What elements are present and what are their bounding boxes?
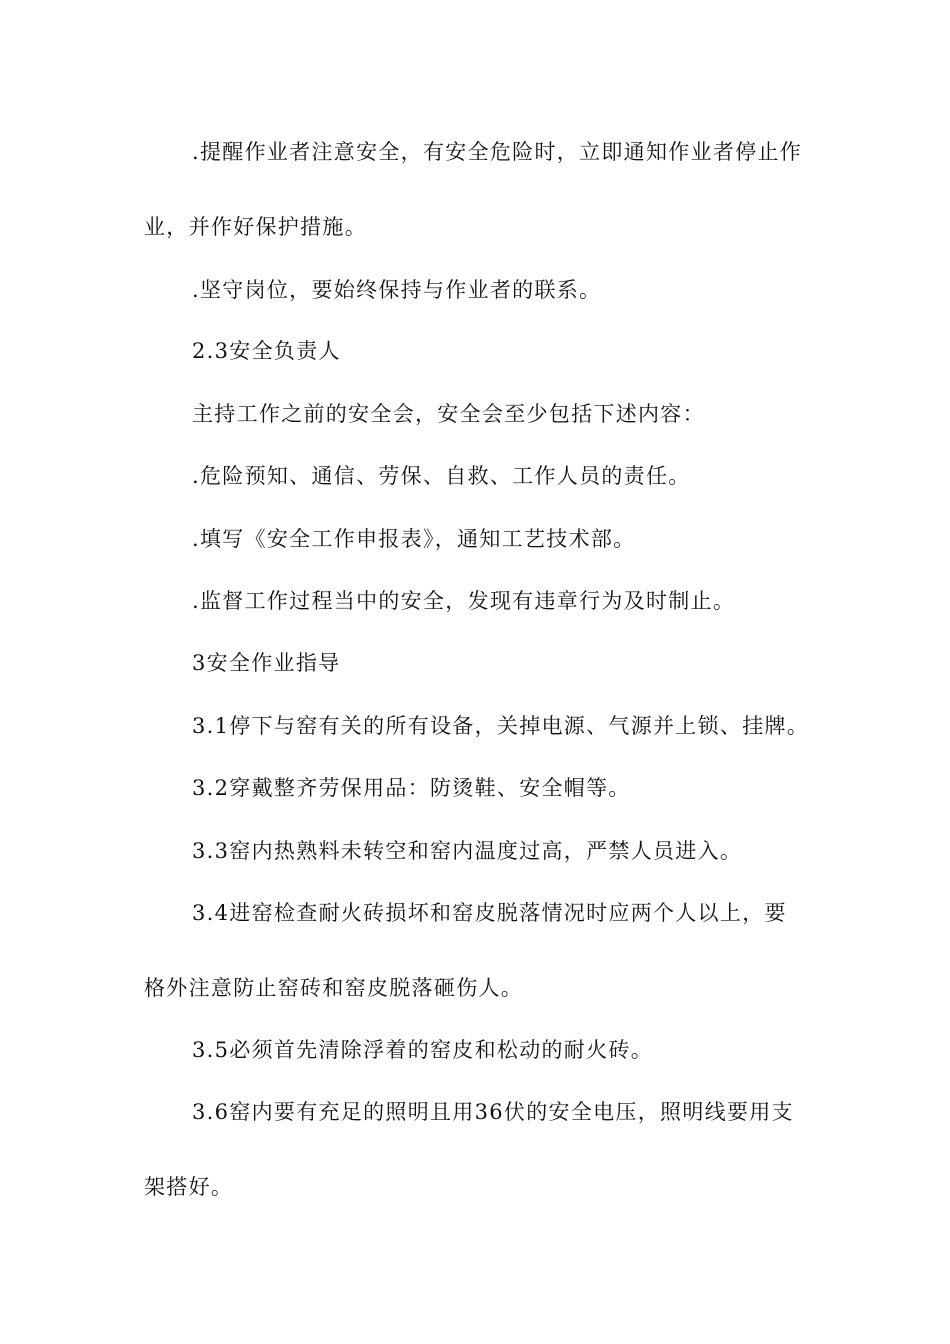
paragraph-line: 3.2穿戴整齐劳保用品：防烫鞋、安全帽等。 [192,776,631,800]
paragraph-line: .危险预知、通信、劳保、自救、工作人员的责任。 [192,464,691,488]
paragraph-line: 架搭好。 [144,1175,234,1199]
paragraph-line: 业，并作好保护措施。 [144,215,367,239]
paragraph-line: .坚守岗位，要始终保持与作业者的联系。 [192,278,602,302]
paragraph-line: 格外注意防止窑砖和窑皮脱落砸伤人。 [144,976,524,1000]
paragraph-line: 3.4进窑检查耐火砖损坏和窑皮脱落情况时应两个人以上，要 [192,901,787,925]
paragraph-line: 3.5必须首先清除浮着的窑皮和松动的耐火砖。 [192,1038,653,1062]
paragraph-line: .监督工作过程当中的安全，发现有违章行为及时制止。 [192,589,736,613]
paragraph-line: .填写《安全工作申报表》，通知工艺技术部。 [192,527,636,551]
paragraph-line: 3.3窑内热熟料未转空和窑内温度过高，严禁人员进入。 [192,839,743,863]
paragraph-line: 主持工作之前的安全会，安全会至少包括下述内容： [192,402,705,426]
paragraph-line: 3.1停下与窑有关的所有设备，关掉电源、气源并上锁、挂牌。 [192,714,810,738]
section-heading: 3安全作业指导 [192,651,341,675]
section-heading: 2.3安全负责人 [192,339,341,363]
paragraph-line: 3.6窑内要有充足的照明且用36伏的安全电压，照明线要用支 [192,1100,794,1124]
paragraph-line: .提醒作业者注意安全，有安全危险时，立即通知作业者停止作 [192,140,803,164]
